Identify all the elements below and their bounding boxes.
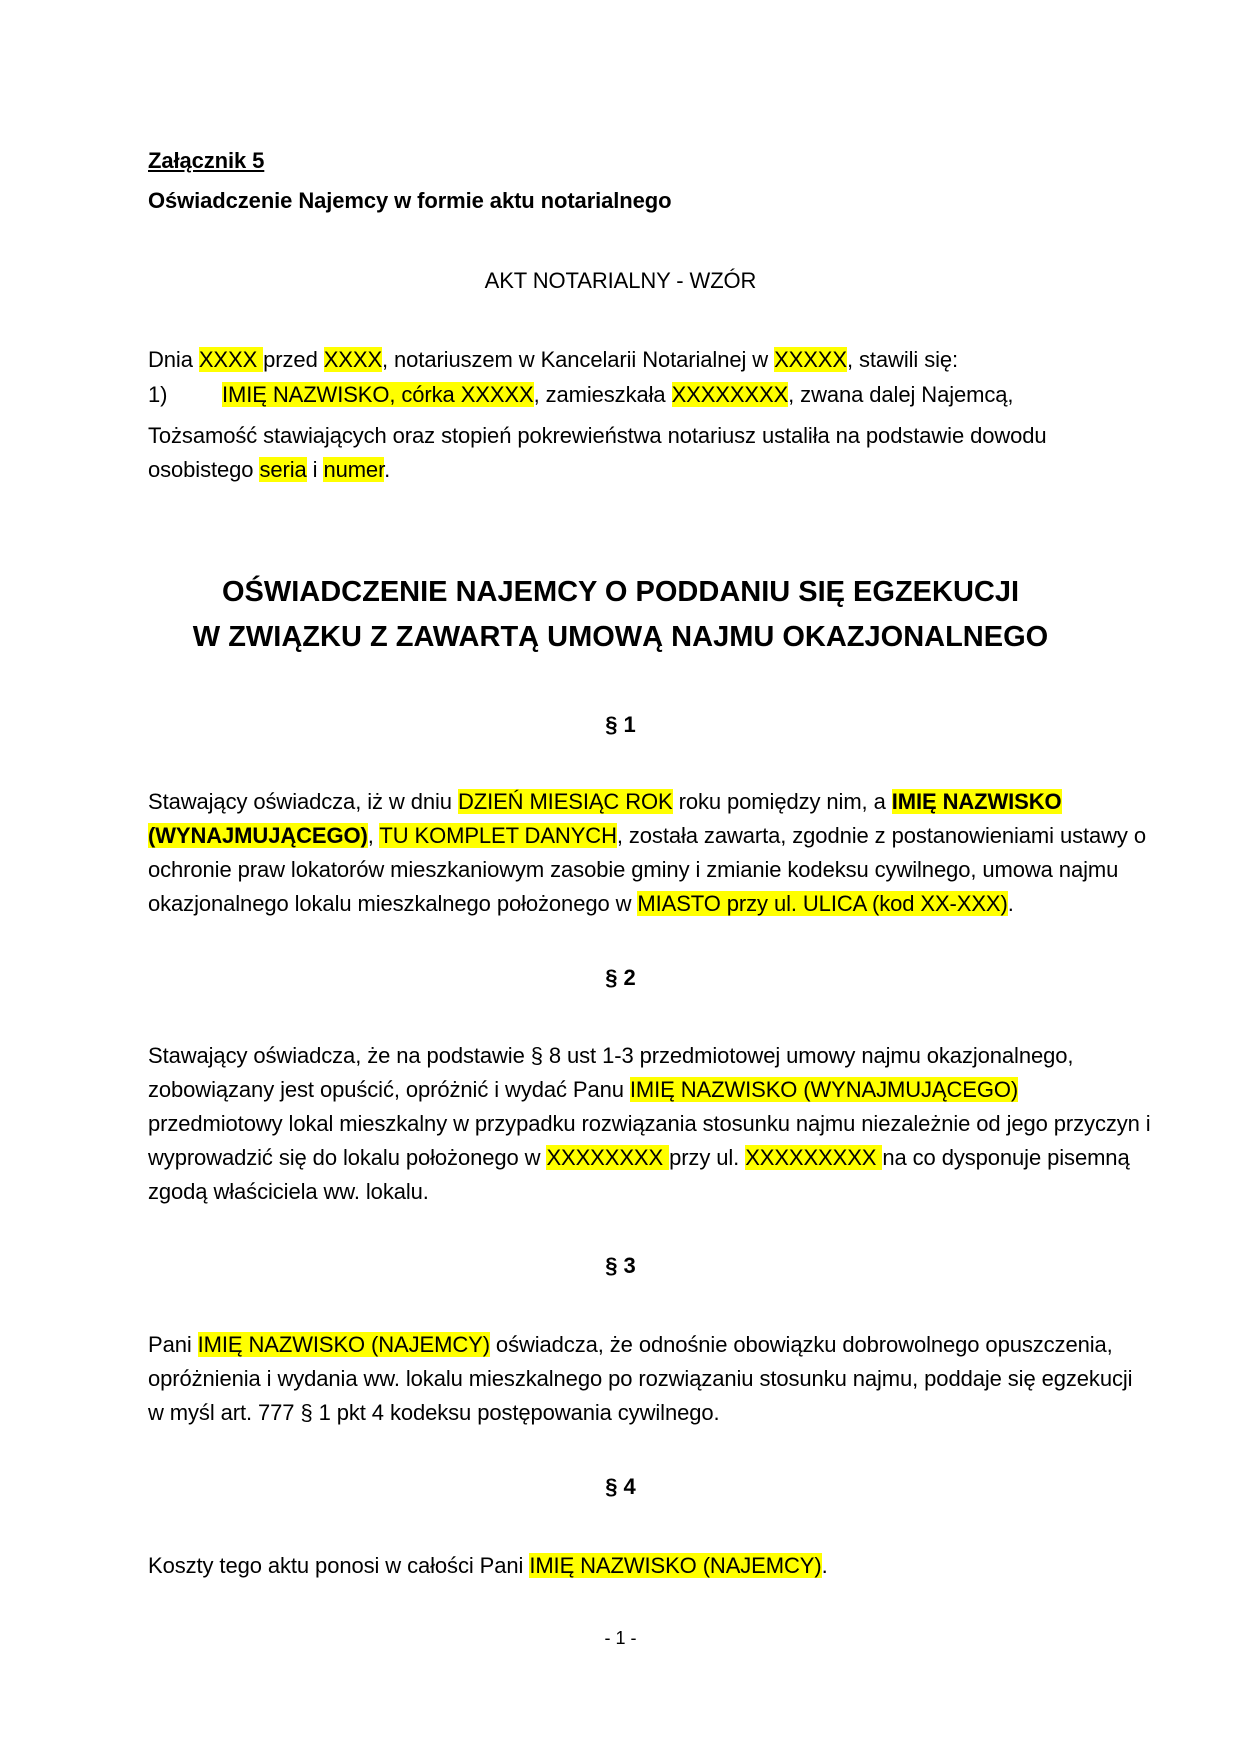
section-4-sign: § 4 [605, 1474, 636, 1499]
placeholder-notary: XXXX [323, 347, 383, 372]
text: , notariuszem w Kancelarii Notarialnej w [382, 347, 775, 372]
text: przy ul. [669, 1145, 746, 1170]
text: Koszty tego aktu ponosi w całości Pani [148, 1553, 530, 1578]
section-2-sign: § 2 [605, 965, 636, 990]
section-1-sign: § 1 [605, 712, 636, 737]
page-number: - 1 - [604, 1628, 637, 1648]
list-number: 1) [148, 382, 168, 407]
text: . [1007, 891, 1014, 916]
section-2-line-5: zgodą właściciela ww. lokalu. [148, 1179, 429, 1204]
placeholder-location: MIASTO przy ul. ULICA (kod XX-XXX) [637, 891, 1008, 916]
main-title-line-2: W ZWIĄZKU Z ZAWARTĄ UMOWĄ NAJMU OKAZJONALNEGO [192, 621, 1049, 653]
text: osobistego [148, 457, 260, 482]
placeholder-street: XXXXXXXXX [745, 1145, 883, 1170]
placeholder-series: seria [259, 457, 307, 482]
attachment-label: Załącznik 5 [148, 148, 265, 173]
placeholder-landlord: IMIĘ NAZWISKO (WYNAJMUJĄCEGO) [629, 1077, 1019, 1102]
placeholder-full-data: TU KOMPLET DANYCH [379, 823, 617, 848]
placeholder-landlord-role: (WYNAJMUJĄCEGO) [148, 823, 368, 848]
section-2-line-3: przedmiotowy lokal mieszkalny w przypadku rozwiązania stosunku najmu niezależnie od jego przyczyn i [148, 1111, 1151, 1136]
intro-line-1 [148, 345, 958, 375]
section-1-line-4 [148, 889, 1014, 919]
text: i [306, 457, 324, 482]
text: okazjonalnego lokalu mieszkalnego położonego w [148, 891, 638, 916]
placeholder-city: XXXXX [774, 347, 847, 372]
text: zobowiązany jest opuścić, opróżnić i wydać Panu [148, 1077, 630, 1102]
text: wyprowadzić się do lokalu położonego w [148, 1145, 547, 1170]
act-title: AKT NOTARIALNY - WZÓR [484, 268, 757, 293]
section-2-line-2 [148, 1075, 1018, 1105]
section-2-line-4 [148, 1143, 1130, 1173]
placeholder-landlord-name: IMIĘ NAZWISKO [891, 789, 1062, 814]
section-3-line-3: w myśl art. 777 § 1 pkt 4 kodeksu postępowania cywilnego. [148, 1400, 720, 1425]
text: Pani [148, 1332, 198, 1357]
section-1-line-2 [148, 821, 1146, 851]
document-subtitle: Oświadczenie Najemcy w formie aktu notarialnego [148, 188, 672, 213]
section-4-line-1 [148, 1551, 828, 1581]
text: , stawili się: [846, 347, 959, 372]
text: Stawający oświadcza, iż w dniu [148, 789, 458, 814]
placeholder-number: numer [323, 457, 385, 482]
text: , została zawarta, zgodnie z postanowieniami ustawy o [616, 823, 1146, 848]
text: oświadcza, że odnośnie obowiązku dobrowolnego opuszczenia, [489, 1332, 1113, 1357]
section-3-line-2: opróżnienia i wydania ww. lokalu mieszkalnego po rozwiązaniu stosunku najmu, poddaje się egzekucji [148, 1366, 1133, 1391]
intro-line-2 [148, 380, 167, 410]
placeholder-tenant: IMIĘ NAZWISKO (NAJEMCY) [529, 1553, 822, 1578]
intro-line-4 [148, 455, 390, 485]
text: roku pomiędzy nim, a [672, 789, 892, 814]
placeholder-date: XXXX [198, 347, 264, 372]
placeholder-name: IMIĘ NAZWISKO, córka XXXXX [222, 382, 534, 407]
text: Dnia [148, 347, 199, 372]
placeholder-address: XXXXXXXX [671, 382, 789, 407]
section-3-sign: § 3 [605, 1253, 636, 1278]
section-3-line-1 [148, 1330, 1113, 1360]
placeholder-city: XXXXXXXX [546, 1145, 670, 1170]
section-1-line-1 [148, 787, 1062, 817]
text: na co dysponuje pisemną [882, 1145, 1130, 1170]
text: , [367, 823, 380, 848]
placeholder-date: DZIEŃ MIESIĄC ROK [457, 789, 673, 814]
text: . [384, 457, 391, 482]
section-1-line-3: ochronie praw lokatorów mieszkaniowym zasobie gminy i zmianie kodeksu cywilnego, umowa najmu [148, 857, 1119, 882]
intro-line-2-content [222, 380, 1013, 410]
intro-line-3: Tożsamość stawiających oraz stopień pokrewieństwa notariusz ustaliła na podstawie dowodu [148, 423, 1047, 448]
placeholder-tenant: IMIĘ NAZWISKO (NAJEMCY) [197, 1332, 490, 1357]
text: , zamieszkała [533, 382, 672, 407]
section-2-line-1: Stawający oświadcza, że na podstawie § 8 ust 1-3 przedmiotowej umowy najmu okazjonalnego, [148, 1043, 1074, 1068]
text: przed [263, 347, 324, 372]
text: , zwana dalej Najemcą, [788, 382, 1014, 407]
text: . [821, 1553, 828, 1578]
main-title-line-1: OŚWIADCZENIE NAJEMCY O PODDANIU SIĘ EGZEKUCJI [221, 576, 1020, 608]
